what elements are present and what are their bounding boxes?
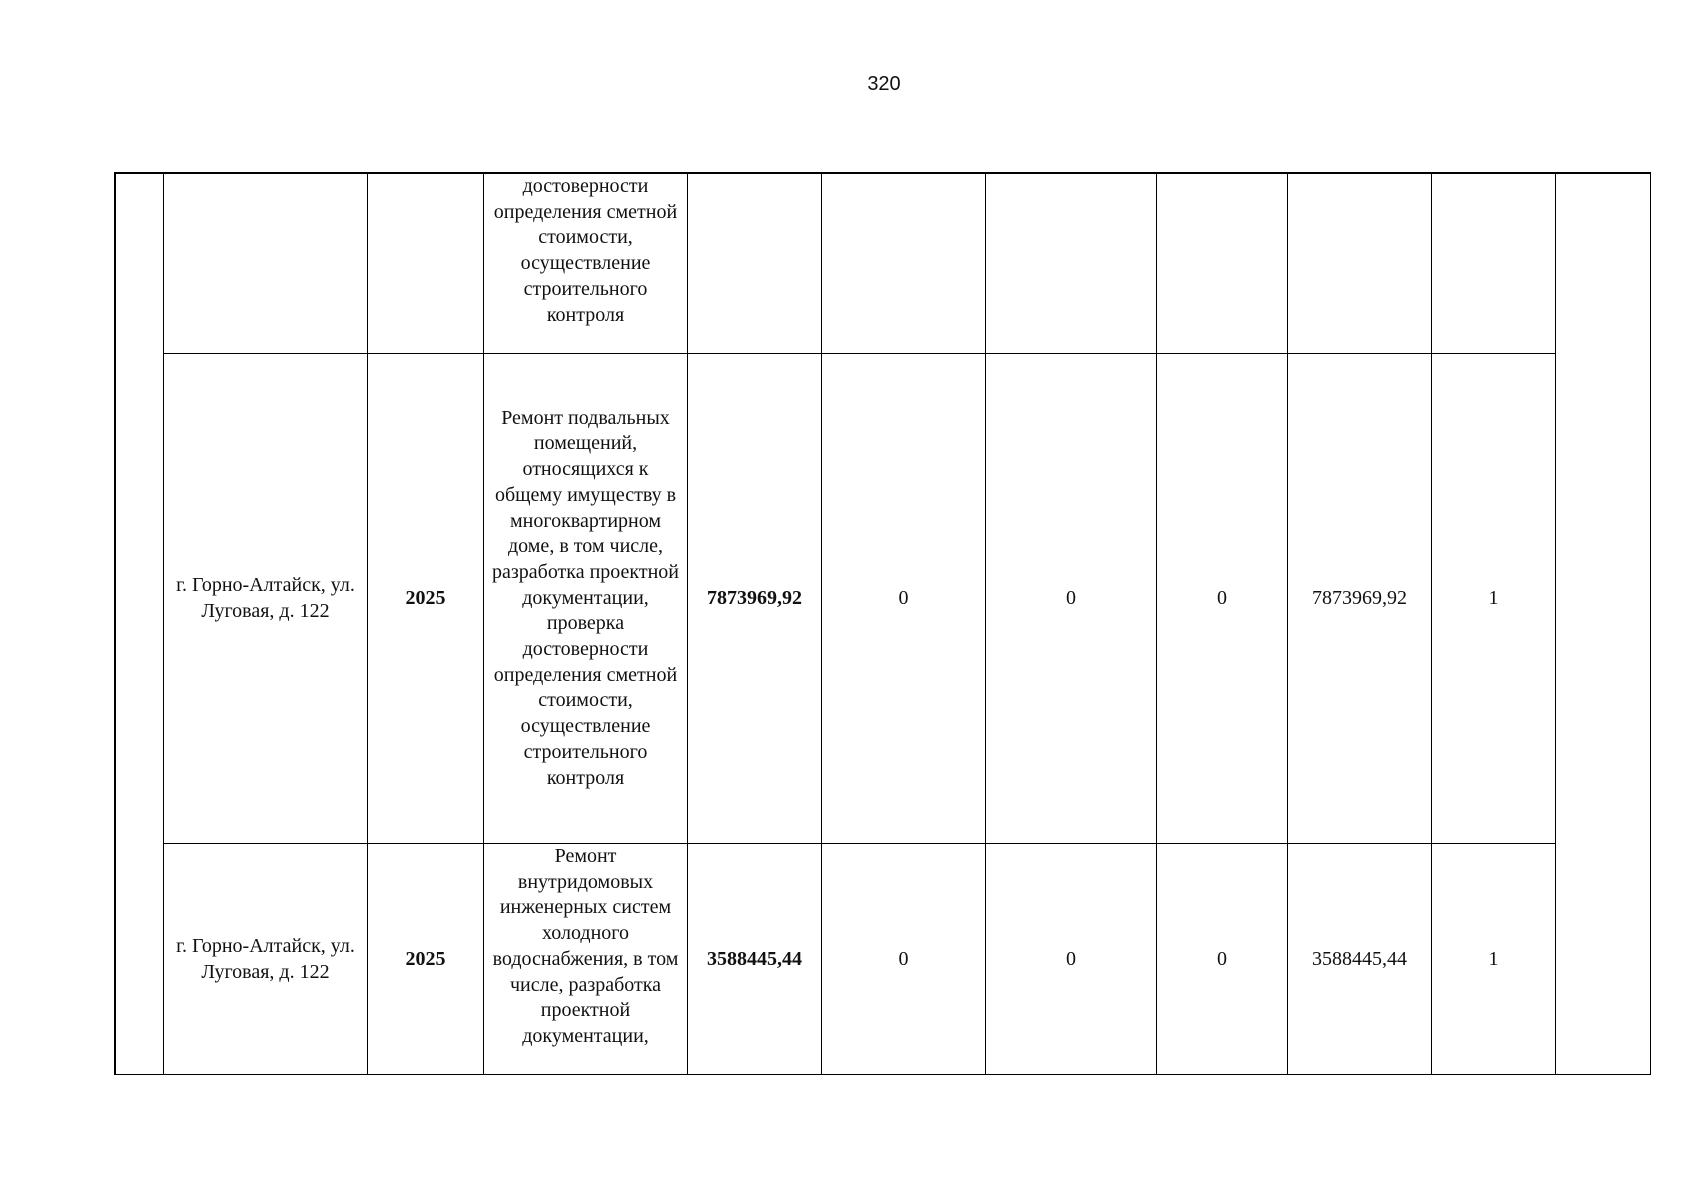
funds-cell: 0: [986, 354, 1157, 844]
work-description-cell: Ремонт подвальных помещений, относящихся к общему имуществу в многоквартирном доме, в том числе, разработка проектной документации, проверка достоверности определения сметной стоимости, осуществление строительного контроля: [484, 354, 688, 844]
address-cell: [164, 174, 368, 354]
row-number-cell: [116, 174, 164, 1076]
funds-cell: 0: [986, 844, 1157, 1076]
notes-cell: [1556, 174, 1651, 1076]
funds-cell: 0: [1157, 844, 1288, 1076]
address-cell: г. Горно-Алтайск, ул. Луговая, д. 122: [164, 844, 368, 1076]
total-cost-cell: 3588445,44: [688, 844, 822, 1076]
count-cell: [1432, 174, 1556, 354]
table-row: [116, 844, 1651, 1076]
count-cell: 1: [1432, 354, 1556, 844]
table-row: [116, 174, 1651, 354]
funds-cell: [986, 174, 1157, 354]
count-cell: 1: [1432, 844, 1556, 1076]
owner-funds-cell: [1288, 174, 1432, 354]
funds-cell: [1157, 174, 1288, 354]
year-cell: 2025: [368, 844, 484, 1076]
funds-cell: 0: [822, 354, 986, 844]
year-cell: [368, 174, 484, 354]
work-description-cell: Ремонт внутридомовых инженерных систем холодного водоснабжения, в том числе, разработка проектной документации,: [484, 844, 688, 1076]
funds-cell: [822, 174, 986, 354]
work-description-cell: достоверности определения сметной стоимости, осуществление строительного контроля: [484, 174, 688, 354]
total-cost-cell: [688, 174, 822, 354]
owner-funds-cell: 7873969,92: [1288, 354, 1432, 844]
year-cell: 2025: [368, 354, 484, 844]
funds-cell: 0: [822, 844, 986, 1076]
table-row: [116, 354, 1651, 844]
total-cost-cell: 7873969,92: [688, 354, 822, 844]
address-cell: г. Горно-Алтайск, ул. Луговая, д. 122: [164, 354, 368, 844]
owner-funds-cell: 3588445,44: [1288, 844, 1432, 1076]
page-number: 320: [867, 73, 901, 95]
funds-cell: 0: [1157, 354, 1288, 844]
works-table: [114, 172, 1651, 1075]
